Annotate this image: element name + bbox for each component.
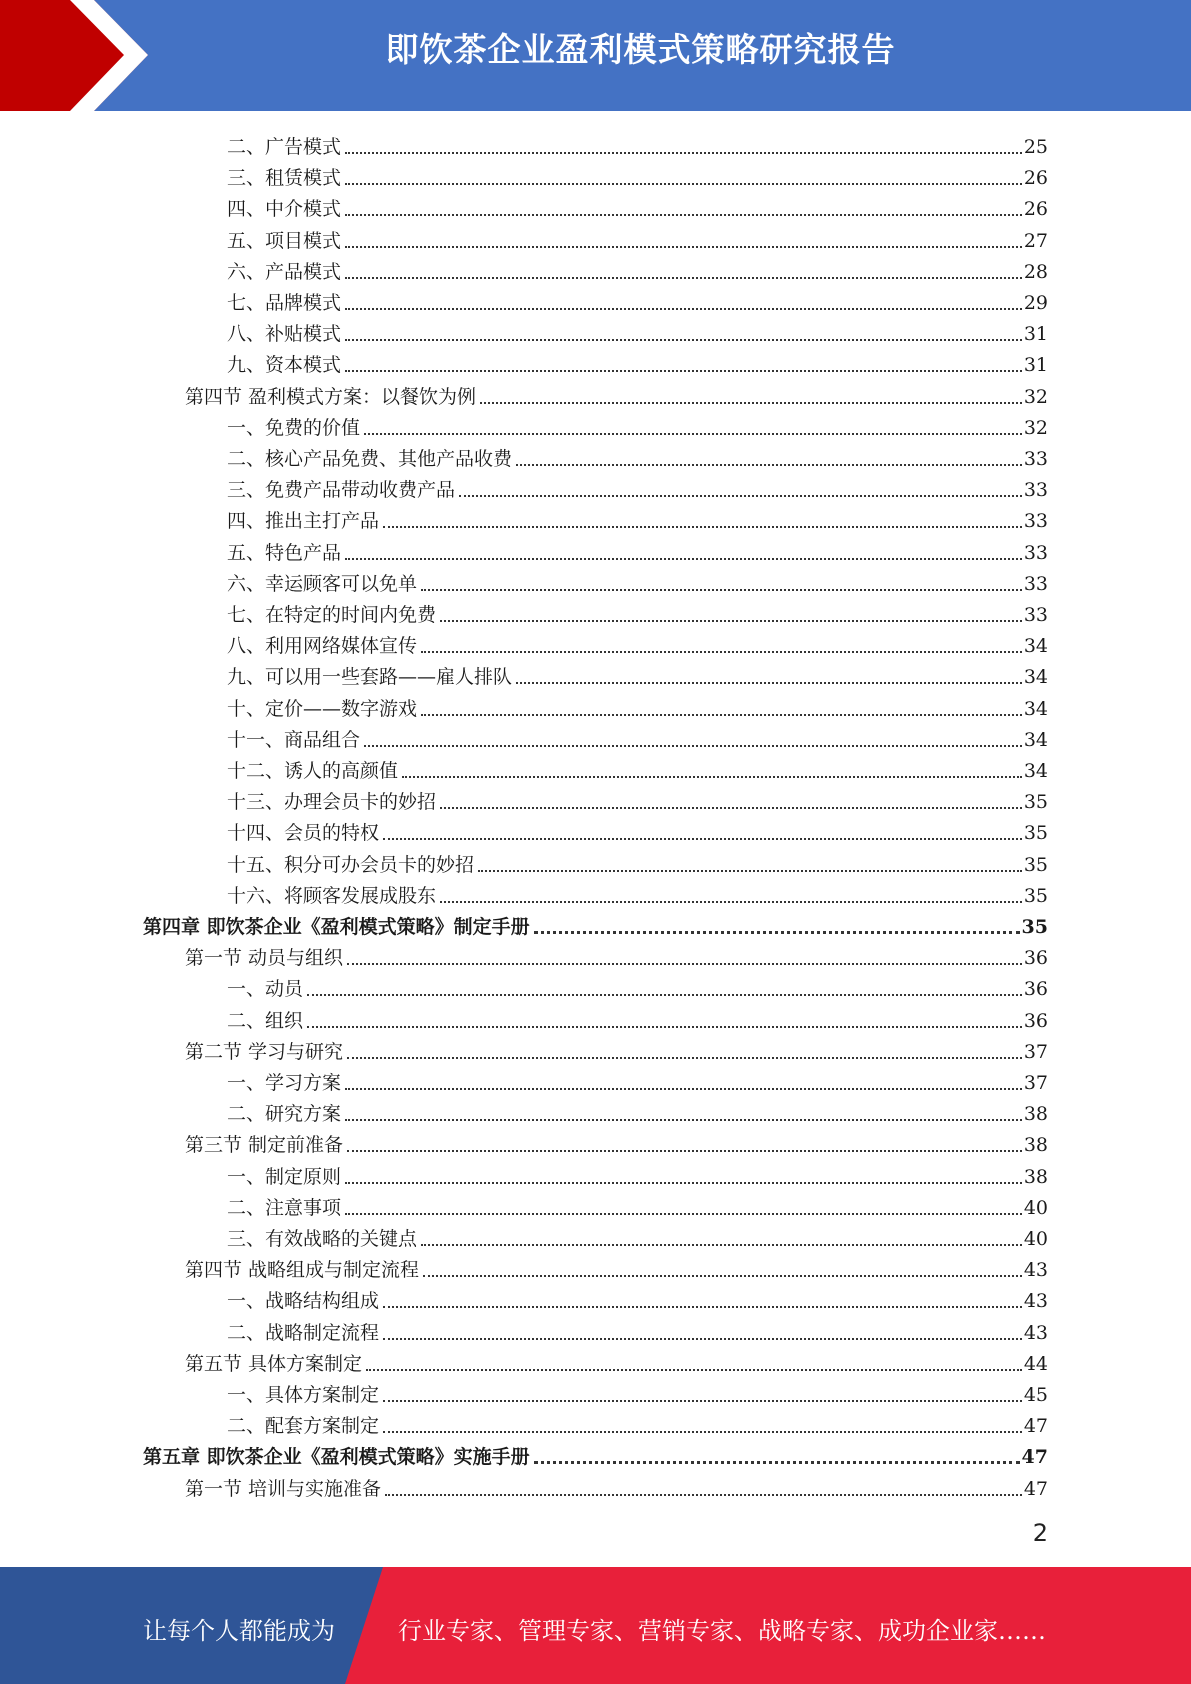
toc-dot-leader [423,1274,1022,1277]
toc-dot-leader [383,1430,1022,1433]
toc-dot-leader [366,1368,1022,1371]
toc-entry[interactable] [227,596,1048,627]
toc-entry-page: 35 [1023,853,1048,876]
toc-entry-page: 44 [1023,1352,1048,1375]
toc-dot-leader [345,1087,1022,1090]
toc-dot-leader [534,1460,1020,1464]
toc-entry-page: 45 [1023,1384,1048,1406]
toc-dot-leader [421,650,1022,653]
toc-entry-label: 五、项目模式 [227,229,342,252]
toc-entry[interactable] [227,1158,1048,1189]
toc-entry-page: 38 [1023,1103,1048,1126]
toc-entry[interactable] [227,846,1048,877]
toc-dot-leader [345,1181,1022,1184]
toc-entry-page: 25 [1023,136,1048,158]
toc-entry[interactable] [227,1220,1048,1251]
toc-entry[interactable] [185,1126,1048,1157]
toc-entry-label: 十二、诱人的高颜值 [227,760,399,782]
toc-entry-page: 36 [1023,1009,1048,1032]
toc-entry-label: 七、品牌模式 [227,292,342,314]
toc-entry-page: 33 [1023,510,1048,533]
toc-entry-page: 35 [1023,822,1048,845]
toc-entry[interactable] [227,409,1048,440]
toc-dot-leader [347,962,1022,965]
toc-dot-leader [345,151,1022,154]
toc-entry-label: 三、租赁模式 [227,167,342,190]
footer-roles: 行业专家、管理专家、营销专家、战略专家、成功企业家…… [398,1617,1046,1645]
toc-entry[interactable] [227,222,1048,253]
toc-dot-leader [440,900,1022,903]
toc-entry[interactable] [227,814,1048,845]
toc-entry-label: 十、定价——数字游戏 [227,697,418,720]
toc-entry[interactable] [143,908,1048,939]
toc-entry-page: 38 [1023,1165,1048,1188]
toc-dot-leader [421,588,1022,591]
toc-dot-leader [516,681,1022,684]
toc-entry-label: 一、动员 [227,978,304,1001]
toc-dot-leader [421,713,1022,716]
toc-dot-leader [383,1337,1022,1340]
toc-entry[interactable] [227,1282,1048,1313]
toc-entry-label: 五、特色产品 [227,541,342,564]
page-number: 2 [1032,1519,1048,1547]
toc-entry-page: 43 [1023,1259,1048,1282]
toc-entry-page: 37 [1023,1072,1048,1094]
toc-entry[interactable] [227,440,1048,471]
toc-entry[interactable] [185,1251,1048,1282]
toc-entry[interactable] [185,939,1048,970]
toc-entry[interactable] [227,752,1048,783]
toc-entry-page: 36 [1023,978,1048,1001]
toc-dot-leader [345,1118,1022,1121]
toc-entry-page: 38 [1023,1134,1048,1157]
toc-entry[interactable] [227,690,1048,721]
toc-dot-leader [534,930,1020,934]
toc-entry-label: 一、具体方案制定 [227,1384,380,1406]
toc-dot-leader [440,619,1022,622]
toc-entry-label: 十五、积分可办会员卡的妙招 [227,853,475,876]
toc-dot-leader [383,1305,1022,1308]
toc-entry-label: 六、幸运顾客可以免单 [227,572,418,595]
toc-entry-page: 43 [1023,1290,1048,1313]
toc-entry-page: 47 [1023,1477,1048,1500]
toc-entry-page: 36 [1023,947,1048,970]
toc-dot-leader [345,182,1022,185]
toc-dot-leader [345,557,1022,560]
toc-entry[interactable] [143,1438,1048,1469]
toc-entry-label: 一、学习方案 [227,1072,342,1094]
toc-entry-page: 35 [1023,884,1048,907]
toc-entry-label: 十一、商品组合 [227,728,361,751]
toc-entry-page: 35 [1023,791,1048,814]
toc-dot-leader [478,869,1022,872]
toc-entry-page: 43 [1023,1321,1048,1344]
toc-entry-page: 32 [1023,385,1048,408]
toc-entry-page: 29 [1023,292,1048,314]
toc-entry-label: 第一节 培训与实施准备 [185,1477,382,1500]
toc-entry-page: 27 [1023,229,1048,252]
toc-entry-label: 第四节 战略组成与制定流程 [185,1259,420,1282]
toc-entry[interactable] [227,721,1048,752]
toc-entry[interactable] [227,627,1048,658]
toc-entry-label: 八、补贴模式 [227,323,342,346]
toc-entry[interactable] [227,1407,1048,1438]
toc-entry[interactable] [227,783,1048,814]
toc-entry-label: 第五章 即饮茶企业《盈利模式策略》实施手册 [143,1446,530,1469]
toc-dot-leader [383,837,1022,840]
toc-entry-page: 34 [1023,666,1048,689]
toc-entry-label: 三、有效战略的关键点 [227,1228,418,1250]
toc-entry-page: 33 [1023,604,1048,626]
toc-dot-leader [383,525,1022,528]
toc-dot-leader [347,1149,1022,1152]
toc-entry-page: 37 [1023,1040,1048,1063]
toc-entry[interactable] [227,1002,1048,1033]
toc-entry[interactable] [227,159,1048,190]
toc-entry[interactable] [227,1189,1048,1220]
toc-entry[interactable] [227,877,1048,908]
toc-entry-label: 第二节 学习与研究 [185,1040,344,1063]
header-band [0,0,1191,111]
toc-entry-label: 三、免费产品带动收费产品 [227,479,456,502]
toc-entry-page: 33 [1023,448,1048,470]
toc-entry-label: 八、利用网络媒体宣传 [227,635,418,658]
toc-dot-leader [345,338,1022,341]
toc-dot-leader [421,1243,1022,1246]
report-title: 即饮茶企业盈利模式策略研究报告 [385,30,896,69]
toc-entry-label: 四、推出主打产品 [227,510,380,533]
toc-entry[interactable] [227,190,1048,221]
toc-entry-page: 33 [1023,479,1048,502]
toc-entry-label: 六、产品模式 [227,260,342,283]
footer-slogan: 让每个人都能成为 [143,1617,335,1645]
toc-entry-page: 34 [1023,697,1048,720]
toc-dot-leader [402,775,1022,778]
toc-entry[interactable] [227,502,1048,533]
toc-entry[interactable] [227,346,1048,377]
toc-entry-page: 40 [1023,1228,1048,1250]
toc-dot-leader [459,494,1022,497]
toc-dot-leader [345,276,1022,279]
toc-entry-label: 九、资本模式 [227,354,342,377]
toc-entry-label: 十六、将顾客发展成股东 [227,884,437,907]
toc-entry[interactable] [227,1095,1048,1126]
toc-entry[interactable] [227,1376,1048,1407]
toc-entry-label: 二、核心产品免费、其他产品收费 [227,448,513,470]
toc-entry-label: 七、在特定的时间内免费 [227,604,437,626]
toc-entry-page: 34 [1023,728,1048,751]
toc-entry-page: 34 [1023,635,1048,658]
toc-entry[interactable] [227,253,1048,284]
toc-dot-leader [383,1399,1022,1402]
footer-band [0,1567,1191,1684]
toc-entry-page: 35 [1021,916,1048,938]
toc-entry-label: 一、免费的价值 [227,416,361,439]
toc-entry-page: 31 [1023,323,1048,346]
toc-entry[interactable] [227,565,1048,596]
toc-entry-label: 一、战略结构组成 [227,1290,380,1313]
toc-dot-leader [307,1025,1022,1028]
toc-entry[interactable] [227,1064,1048,1095]
toc-entry-page: 28 [1023,260,1048,283]
toc-entry-page: 40 [1023,1196,1048,1219]
toc-entry-label: 第五节 具体方案制定 [185,1352,363,1375]
toc-entry[interactable] [185,1470,1048,1501]
toc-dot-leader [440,806,1022,809]
toc-dot-leader [480,401,1022,404]
toc-entry-label: 二、研究方案 [227,1103,342,1126]
toc-entry[interactable] [227,658,1048,689]
toc-dot-leader [347,1056,1022,1059]
toc-entry-label: 九、可以用一些套路——雇人排队 [227,666,513,689]
toc-entry[interactable] [227,315,1048,346]
toc-entry-page: 26 [1023,198,1048,221]
toc-entry-page: 26 [1023,167,1048,190]
toc-dot-leader [364,744,1022,747]
toc-entry-page: 33 [1023,572,1048,595]
toc-entry[interactable] [185,378,1048,409]
toc-entry[interactable] [227,1314,1048,1345]
toc-entry-page: 47 [1021,1446,1048,1469]
toc-entry-page: 31 [1023,354,1048,377]
toc-dot-leader [516,463,1022,466]
toc-entry-page: 32 [1023,416,1048,439]
toc-dot-leader [345,245,1022,248]
toc-dot-leader [385,1493,1022,1496]
toc-entry[interactable] [227,128,1048,159]
toc-dot-leader [307,993,1022,996]
toc-entry-label: 十三、办理会员卡的妙招 [227,791,437,814]
toc-dot-leader [345,369,1022,372]
toc-entry-label: 第四节 盈利模式方案：以餐饮为例 [185,385,477,408]
toc-entry-label: 一、制定原则 [227,1165,342,1188]
toc-entry-page: 33 [1023,541,1048,564]
toc-entry-label: 二、注意事项 [227,1196,342,1219]
toc-entry[interactable] [227,471,1048,502]
toc-entry-label: 第三节 制定前准备 [185,1134,344,1157]
toc-entry-page: 34 [1023,760,1048,782]
toc-entry[interactable] [227,970,1048,1001]
toc-entry-label: 四、中介模式 [227,198,342,221]
toc-dot-leader [345,213,1022,216]
toc-entry-label: 二、战略制定流程 [227,1321,380,1344]
toc-dot-leader [345,307,1022,310]
toc-entry-label: 第四章 即饮茶企业《盈利模式策略》制定手册 [143,916,530,938]
toc-entry-label: 十四、会员的特权 [227,822,380,845]
toc-entry[interactable] [185,1033,1048,1064]
toc-entry-label: 二、配套方案制定 [227,1415,380,1438]
toc-entry[interactable] [227,284,1048,315]
toc-entry-label: 二、广告模式 [227,136,342,158]
toc-dot-leader [345,1212,1022,1215]
toc-entry[interactable] [185,1345,1048,1376]
toc-entry[interactable] [227,534,1048,565]
toc-entry-label: 二、组织 [227,1009,304,1032]
toc-entry-page: 47 [1023,1415,1048,1438]
toc-dot-leader [364,432,1022,435]
toc-entry-label: 第一节 动员与组织 [185,947,344,970]
